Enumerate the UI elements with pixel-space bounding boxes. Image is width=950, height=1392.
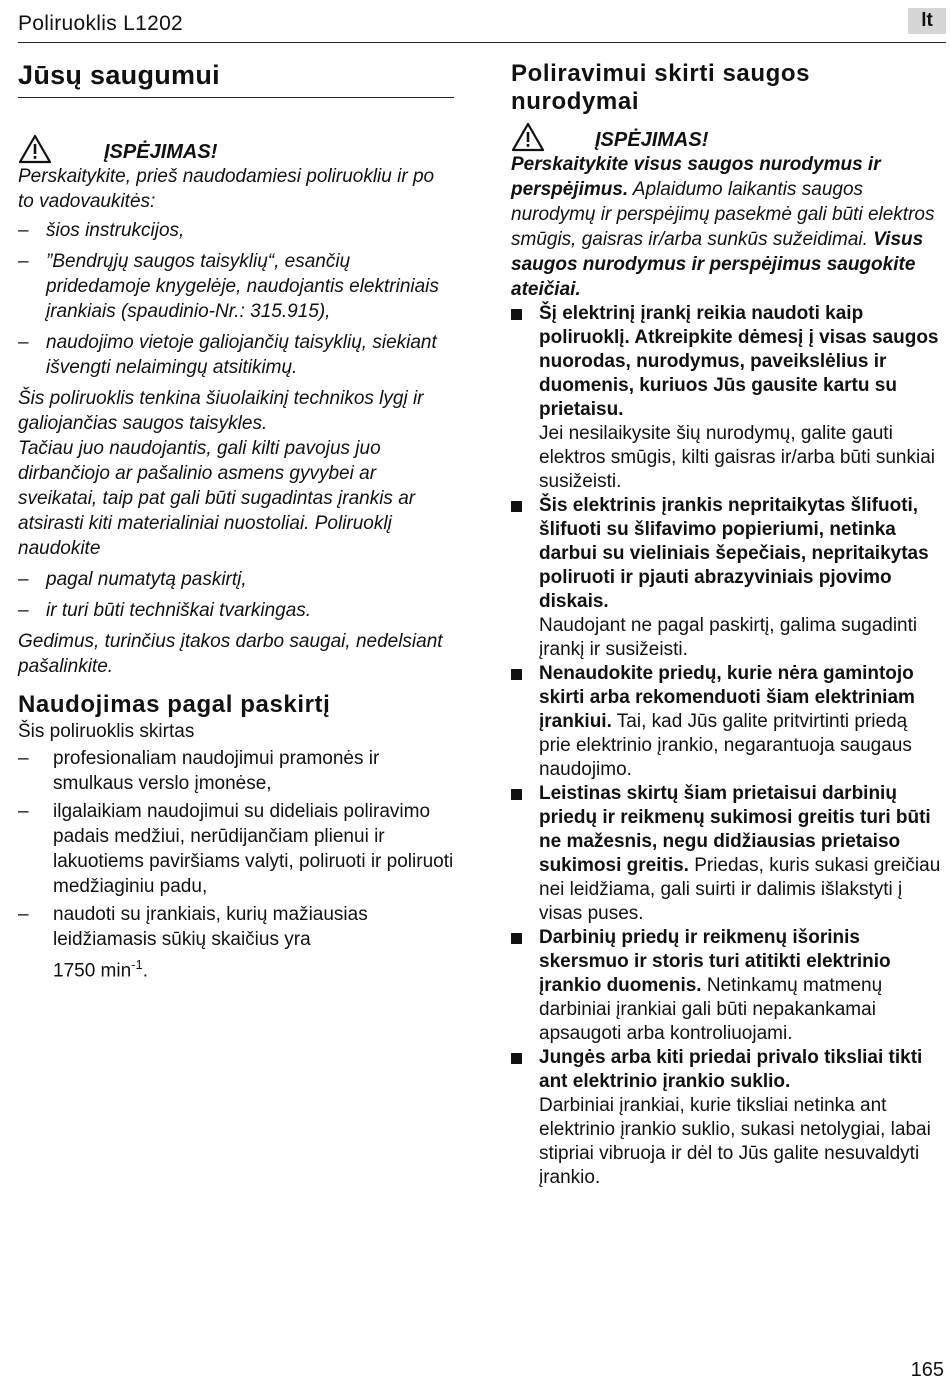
instruction-list: [18, 218, 454, 380]
list-item: – naudoti su įrankiais, kurių mažiausias leidžiamasis sūkių skaičius yra 1750 $\min^{-1}$.: [18, 904, 368, 982]
bullet-square-icon: [511, 926, 539, 1046]
list-item: – pagal numatytą paskirtį,: [18, 569, 247, 590]
right-column: [511, 60, 943, 1190]
rpm-requirement-text: naudoti su įrankiais, kurių mažiausias leidžiamasis sūkių skaičius yra: [53, 904, 368, 950]
usage-condition-list: [18, 567, 454, 623]
rpm-value: 1750 min: [53, 960, 132, 982]
bullet-square-icon: [511, 302, 539, 494]
paragraph: Gedimus, turinčius įtakos darbo saugai, nedelsiant pašalinkite.: [18, 631, 443, 677]
safety-bullet: Darbinių priedų ir reikmenų išorinis skersmuo ir storis turi atitikti elektrinio įrankio duomenis. Netinkamų matmenų darbiniai įrankiai gali būti nepakankamai apsaugoti arba kontroliuojami.: [511, 926, 943, 1046]
section-title-polishing-safety: Poliravimui skirti saugos nurodymai: [511, 60, 811, 115]
page-number: 165: [910, 1359, 944, 1381]
section-title-intended-use: Naudojimas pagal paskirtį: [18, 691, 331, 718]
list-item: – naudojimo vietoje galiojančių taisyklių, siekiant išvengti nelaimingų atsitikimų.: [18, 332, 437, 378]
bullet-square-icon: [511, 1046, 539, 1190]
list-item: – ilgalaikiam naudojimui su dideliais poliravimo padais medžiui, nerūdijančiam plienui ir lakuotiems paviršiams valyti, poliruoti ir poliruoti medžiaginiu padu,: [18, 801, 454, 897]
intended-use-intro: Šis poliruoklis skirtas: [18, 721, 195, 742]
page-header: [18, 8, 946, 43]
language-badge: lt: [908, 8, 946, 34]
safety-bullet: Leistinas skirtų šiam prietaisui darbinių priedų ir reikmenų sukimosi greitis turi būti ne mažesnis, negu didžiausias prietaiso sukimosi greitis. Priedas, kuris sukasi greičiau nei leidžiama, gali suirti ir dalimis išlakstyti į visas puses.: [511, 782, 943, 926]
safety-bullet: Šis elektrinis įrankis nepritaikytas šlifuoti, šlifuoti su šlifavimo popieriumi, netinka darbui su vieliniais šepečiais, nepritaikytas poliruoti ir pjauti abrazyviniais pjovimo diskais. Naudojant ne pagal paskirtį, galima sugadinti įrankį ir susižeisti.: [511, 494, 943, 662]
warning-label: ĮSPĖJIMAS!: [595, 129, 709, 151]
warning-triangle-icon: [511, 122, 545, 152]
model-name: Poliruoklis L1202: [18, 12, 184, 35]
bullet-square-icon: [511, 782, 539, 926]
list-item: – ir turi būti techniškai tvarkingas.: [18, 600, 312, 621]
paragraph: Šis poliruoklis tenkina šiuolaikinį technikos lygį ir galiojančias saugos taisykles.: [18, 388, 424, 434]
bullet-square-icon: [511, 662, 539, 782]
warning-row: [18, 132, 454, 164]
rpm-exponent: -1: [131, 957, 143, 972]
intended-use-list: [18, 746, 454, 983]
intro-paragraph: Perskaitykite visus saugos nurodymus ir perspėjimus. Aplaidumo laikantis saugos nurodymų ir perspėjimų pasekmė gali būti elektros smūgis, gaisras ir/arba sunkūs sužeidimai. Visus saugos nurodymus ir perspėjimus saugokite ateičiai.: [511, 154, 935, 300]
warning-triangle-icon: [18, 134, 52, 164]
paragraph: Tačiau juo naudojantis, gali kilti pavojus juo dirbančiojo ar pašalinio asmens gyvybei ar sveikatai, taip pat gali būti sugadintas įrankis ar atsirasti kiti materialiniai nuostoliai. Poliruoklį naudokite: [18, 438, 416, 559]
list-item: – šios instrukcijos,: [18, 220, 185, 241]
list-item: – profesionaliam naudojimui pramonės ir smulkaus verslo įmonėse,: [18, 748, 380, 794]
list-item: – ”Bendrųjų saugos taisyklių“, esančių pridedamoje knygelėje, naudojantis elektriniais įrankiais (spaudinio-Nr.: 315.915),: [18, 251, 439, 322]
left-column: [18, 60, 454, 983]
bullet-square-icon: [511, 494, 539, 662]
section-title-safety: Jūsų saugumui: [18, 60, 454, 98]
intro-text: Perskaitykite, prieš naudodamiesi poliruokliu ir po to vadovaukitės:: [18, 166, 435, 212]
safety-bullet: Jungės arba kiti priedai privalo tiksliai tikti ant elektrinio įrankio suklio. Darbiniai įrankiai, kurie tiksliai netinka ant elektrinio įrankio suklio, sukasi netolygiai, labai stipriai vibruoja ir dėl to Jūs galite nesuvaldyti įrankio.: [511, 1046, 943, 1190]
safety-bullet: Nenaudokite priedų, kurie nėra gamintojo skirti arba rekomenduoti šiam elektriniam įrankiui. Tai, kad Jūs galite pritvirtinti priedą prie elektrinio įrankio, negarantuoja saugaus naudojimo.: [511, 662, 943, 782]
safety-bullet: Šį elektrinį įrankį reikia naudoti kaip poliruoklį. Atkreipkite dėmesį į visas saugos nuorodas, nurodymus, paveikslėlius ir duomenis, kuriuos Jūs gausite kartu su prietaisu. Jei nesilaikysite šių nurodymų, galite gauti elektros smūgis, kilti gaisras ir/arba būti sunkiai susižeisti.: [511, 302, 943, 494]
warning-row: [511, 120, 943, 152]
warning-label: ĮSPĖJIMAS!: [104, 141, 218, 163]
